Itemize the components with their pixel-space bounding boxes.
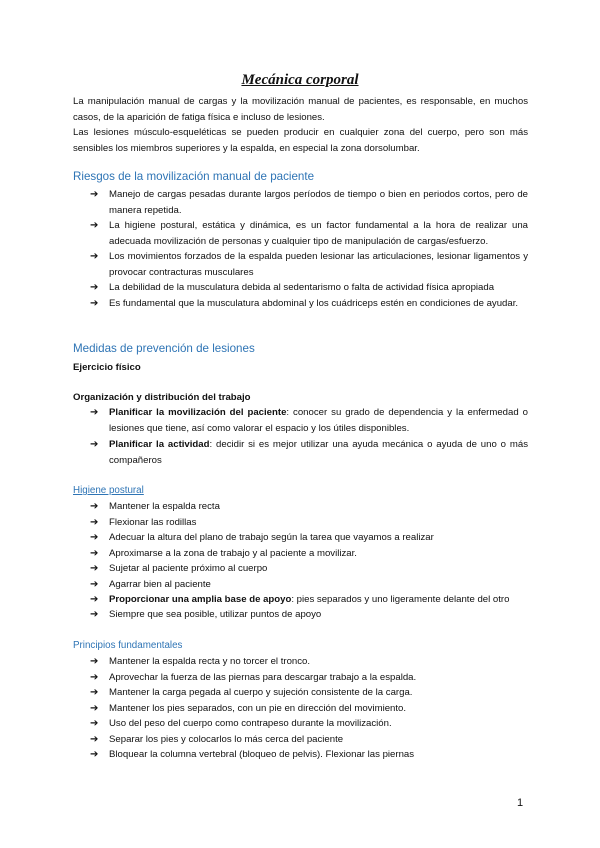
arrow-right-icon: ➔ [90, 298, 99, 309]
list-item: ➔ Agarrar bien al paciente [90, 577, 528, 593]
list-item: ➔ Adecuar la altura del plano de trabajo según la tarea que vayamos a realizar [90, 530, 528, 546]
arrow-right-icon: ➔ [90, 251, 99, 262]
list-item: ➔ Mantener la espalda recta [90, 499, 528, 515]
list-item: ➔ Sujetar al paciente próximo al cuerpo [90, 561, 528, 577]
arrow-right-icon: ➔ [90, 189, 99, 200]
list-item: ➔ Aprovechar la fuerza de las piernas para descargar trabajo a la espalda. [90, 670, 528, 686]
section-heading-medidas: Medidas de prevención de lesiones [73, 342, 255, 355]
arrow-right-icon: ➔ [90, 703, 99, 714]
list-item: ➔ La higiene postural, estática y dinámica, es un factor fundamental a la hora de realizar una adecuada movilización de personas y cualquier tipo de manipulación de cargas/esfuerzo. [90, 220, 528, 247]
arrow-right-icon: ➔ [90, 532, 99, 543]
list-item: ➔ Uso del peso del cuerpo como contrapeso durante la movilización. [90, 716, 528, 732]
list-item: ➔ Proporcionar una amplia base de apoyo: pies separados y uno ligeramente delante del otro [90, 592, 528, 608]
list-item: ➔ Mantener la espalda recta y no torcer el tronco. [90, 654, 528, 670]
intro-paragraph-1: La manipulación manual de cargas y la movilización manual de pacientes, es responsable, en muchos casos, de la aparición de fatiga física e incluso de lesiones. [73, 96, 528, 123]
list-item: ➔ Flexionar las rodillas [90, 515, 528, 531]
arrow-right-icon: ➔ [90, 749, 99, 760]
list-item: ➔ Mantener la carga pegada al cuerpo y sujeción consistente de la carga. [90, 685, 528, 701]
list-item: ➔ Planificar la actividad: decidir si es mejor utilizar una ayuda mecánica o ayuda de uno o más compañeros [90, 439, 528, 466]
list-item: ➔ Es fundamental que la musculatura abdominal y los cuádriceps estén en condiciones de ayudar. [90, 296, 528, 312]
arrow-right-icon: ➔ [90, 220, 99, 231]
list-item: ➔ Bloquear la columna vertebral (bloqueo de pelvis). Flexionar las piernas [90, 747, 528, 763]
list-item: ➔ La debilidad de la musculatura debida al sedentarismo o falta de actividad física apropiada [90, 280, 528, 296]
arrow-right-icon: ➔ [90, 501, 99, 512]
arrow-right-icon: ➔ [90, 563, 99, 574]
section-heading-principios: Principios fundamentales [73, 640, 183, 651]
page-number: 1 [517, 797, 524, 809]
arrow-right-icon: ➔ [90, 734, 99, 745]
arrow-right-icon: ➔ [90, 439, 99, 450]
arrow-right-icon: ➔ [90, 579, 99, 590]
arrow-right-icon: ➔ [90, 656, 99, 667]
subheading-organizacion: Organización y distribución del trabajo [73, 392, 251, 403]
arrow-right-icon: ➔ [90, 594, 99, 605]
arrow-right-icon: ➔ [90, 548, 99, 559]
list-item: ➔ Siempre que sea posible, utilizar puntos de apoyo [90, 607, 528, 623]
intro-paragraph-2: Las lesiones músculo-esqueléticas se pueden producir en cualquier zona del cuerpo, pero son más sensibles los miembros superiores y la espalda, en especial la zona dorsolumbar. [73, 127, 528, 154]
arrow-right-icon: ➔ [90, 407, 99, 418]
arrow-right-icon: ➔ [90, 517, 99, 528]
arrow-right-icon: ➔ [90, 718, 99, 729]
arrow-right-icon: ➔ [90, 672, 99, 683]
page-title: Mecánica corporal [241, 72, 359, 88]
list-item: ➔ Los movimientos forzados de la espalda pueden lesionar las articulaciones, lesionar ligamentos y provocar contracturas musculares [90, 251, 528, 278]
list-item: ➔ Aproximarse a la zona de trabajo y al paciente a movilizar. [90, 546, 528, 562]
arrow-right-icon: ➔ [90, 609, 99, 620]
subheading-ejercicio: Ejercicio físico [73, 362, 141, 373]
list-item: ➔ Planificar la movilización del paciente: conocer su grado de dependencia y la enfermedad o lesiones que tiene, así como valorar el espacio y los útiles disponibles. [90, 407, 528, 434]
section-heading-riesgos: Riesgos de la movilización manual de paciente [73, 170, 315, 183]
section-heading-higiene-link[interactable]: Higiene postural [73, 485, 144, 496]
arrow-right-icon: ➔ [90, 687, 99, 698]
list-item: ➔ Separar los pies y colocarlos lo más cerca del paciente [90, 732, 528, 748]
list-item: ➔ Manejo de cargas pesadas durante largos períodos de tiempo o bien en periodos cortos, pero de manera repetida. [90, 189, 528, 216]
list-item: ➔ Mantener los pies separados, con un pie en dirección del movimiento. [90, 701, 528, 717]
arrow-right-icon: ➔ [90, 282, 99, 293]
